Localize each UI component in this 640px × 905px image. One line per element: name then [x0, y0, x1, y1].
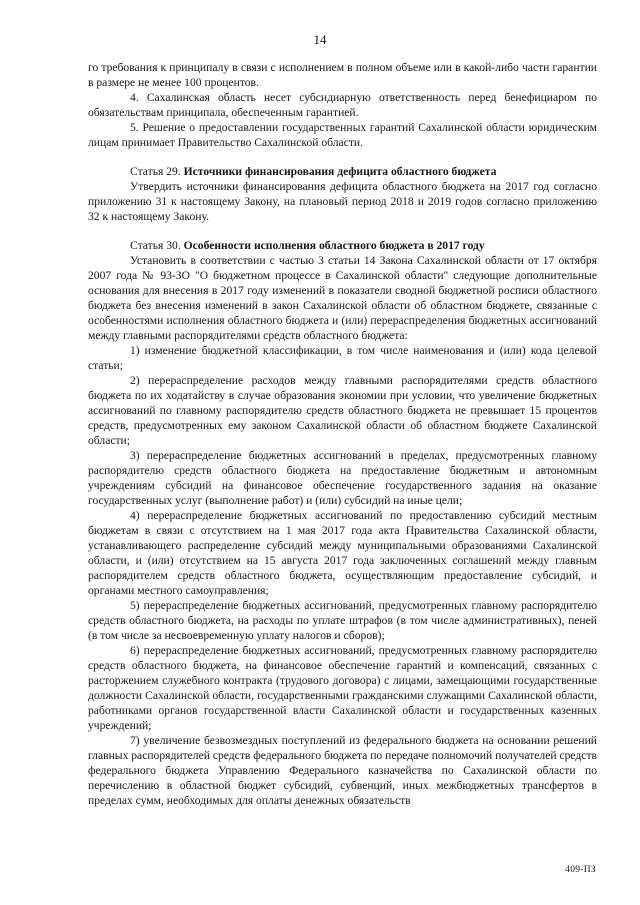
spacer [88, 150, 597, 164]
page-number: 14 [313, 32, 327, 47]
article-30-title: Особенности исполнения областного бюджета в 2017 году [183, 239, 485, 252]
article-29-text: Утвердить источники финансирования дефицита областного бюджета на 2017 год согласно приложению 31 к настоящему Закону, на плановый период 2018 и 2019 годов согласно приложению 32 к настоящему Закону. [88, 180, 597, 223]
paragraph: го требования к принципалу в связи с исполнением в полном объеме или в какой-либо части гарантии в размере не менее 100 процентов. [88, 61, 597, 89]
list-item: 5) перераспределение бюджетных ассигнований, предусмотренных главному распорядителю средств областного бюджета, на расходы по уплате штрафов (в том числе административных), пеней (в том числе за несвоевременную уплату налогов и сборов); [88, 599, 597, 642]
article-29-heading [88, 164, 597, 179]
list-item: 1) изменение бюджетной классификации, в том числе наименования и (или) кода целевой статьи; [88, 344, 597, 372]
footer-code: 409-ПЗ [565, 865, 596, 875]
list-item: 2) перераспределение расходов между главными распорядителями средств областного бюджета по их ходатайству в случае образования экономии при условии, что увеличение бюджетных ассигнований по главному распорядителю средств областного бюджета не превышает 15 процентов средств, предусмотренных ему законом Сахалинской области об областном бюджете Сахалинской области; [88, 374, 597, 447]
list-item: 4) перераспределение бюджетных ассигнований по предоставлению субсидий местным бюджетам в связи с отсутствием на 1 мая 2017 года акта Правительства Сахалинской области, устанавливающего распределение субсидий между муниципальными образованиями Сахалинской области, и (или) отсутствием на 15 августа 2017 года заключенных соглашений между главным распорядителем средств областного бюджета, осуществляющим предоставление субсидий, и органами местного самоуправления; [88, 509, 597, 597]
list-item: 7) увеличение безвозмездных поступлений из федерального бюджета на основании решений главных распорядителей средств федерального бюджета по передаче полномочий получателей средств федерального бюджета Управлению Федерального казначейства по Сахалинской области по перечислению в областной бюджет субсидий, субвенций, иных межбюджетных трансфертов в пределах сумм, необходимых для оплаты денежных обязательств [88, 734, 597, 807]
paragraph: 4. Сахалинская область несет субсидиарную ответственность перед бенефициаром по обязательствам принципала, обеспеченным гарантией. [88, 91, 597, 119]
list-item: 3) перераспределение бюджетных ассигнований в пределах, предусмотренных главному распорядителю средств областного бюджета на предоставление бюджетным и автономным учреждениям субсидий на финансовое обеспечение государственного задания на оказание государственных услуг (выполнение работ) и (или) субсидий на иные цели; [88, 449, 597, 507]
paragraph: 5. Решение о предоставлении государственных гарантий Сахалинской области юридическим лицам принимает Правительство Сахалинской области. [88, 121, 597, 149]
list-item: 6) перераспределение бюджетных ассигнований, предусмотренных главному распорядителю средств областного бюджета, на финансовое обеспечение гарантий и компенсаций, связанных с расторжением служебного контракта (трудового договора) с лицами, замещающими государственные должности Сахалинской области, государственными гражданскими служащими Сахалинской области, работниками органов государственной власти Сахалинской области и государственных казенных учреждений; [88, 644, 597, 732]
article-29-title: Источники финансирования дефицита областного бюджета [183, 165, 497, 178]
article-29-prefix: Статья 29. [130, 165, 181, 178]
article-30-intro: Установить в соответствии с частью 3 статьи 14 Закона Сахалинской области от 17 октября 2007 года № 93-ЗО "О бюджетном процессе в Сахалинской области" следующие дополнительные основания для внесения в 2017 году изменений в показатели сводной бюджетной росписи областного бюджета без внесения изменений в закон Сахалинской области об областном бюджете, связанные с особенностями исполнения областного бюджета и (или) перераспределения бюджетных ассигнований между главными распорядителями средств областного бюджета: [88, 254, 597, 342]
document-body [88, 60, 597, 808]
article-30-heading [88, 238, 597, 253]
spacer [88, 224, 597, 238]
article-30-prefix: Статья 30. [130, 239, 181, 252]
